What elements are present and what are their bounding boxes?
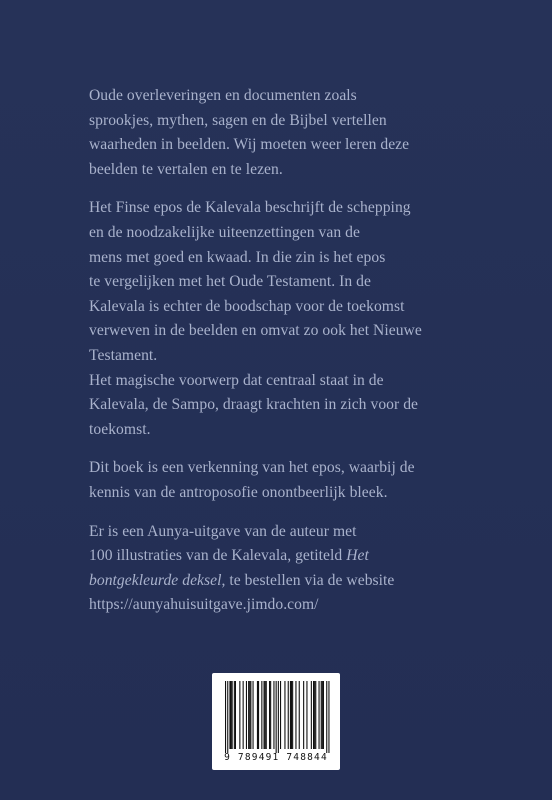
barcode-bar bbox=[280, 681, 281, 749]
barcode-bar bbox=[295, 681, 296, 749]
barcode-bar bbox=[273, 681, 274, 749]
barcode-bar bbox=[278, 681, 279, 753]
isbn-number: 9 789491 748844 bbox=[224, 752, 328, 763]
barcode-bar bbox=[290, 681, 291, 749]
paragraph-5-intro: Er is een Aunya-uitgave van de auteur met 100 illustraties van de Kalevala, getiteld bbox=[89, 522, 357, 565]
barcode-bar bbox=[246, 681, 247, 749]
barcode-bar bbox=[313, 681, 314, 749]
barcode-bar bbox=[315, 681, 316, 749]
barcode-bar bbox=[270, 681, 271, 749]
paragraph-5-outro: , te bestellen via de website https://aunyahuisuitgave.jimdo.com/ bbox=[89, 571, 395, 614]
barcode bbox=[212, 673, 340, 770]
barcode-bar bbox=[235, 681, 236, 749]
barcode-bar bbox=[292, 681, 293, 749]
barcode-bar bbox=[303, 681, 304, 749]
barcode-bars bbox=[212, 673, 340, 753]
paragraph-2: Het Finse epos de Kalevala beschrijft de schepping en de noodzakelijke uiteenzettingen van de mens met goed en kwaad. In die zin is het epos te vergelijken met het Oude Testament. In de Kalevala is echter de boodschap voor de toekomst verweven in de beelden en omvat zo ook het Nieuwe Testament. bbox=[89, 199, 422, 364]
barcode-bar bbox=[250, 681, 251, 749]
barcode-bar bbox=[258, 681, 259, 749]
barcode-bar bbox=[231, 681, 232, 749]
barcode-bar bbox=[234, 681, 235, 749]
barcode-bar bbox=[269, 681, 270, 749]
barcode-bar bbox=[321, 681, 322, 749]
barcode-bar bbox=[264, 681, 265, 749]
barcode-bar bbox=[322, 681, 323, 749]
barcode-bar bbox=[261, 681, 262, 749]
book-title-reference: Het bontgekleurde deksel bbox=[89, 547, 369, 589]
barcode-bar bbox=[243, 681, 244, 749]
barcode-bar bbox=[284, 681, 285, 749]
barcode-bar bbox=[232, 681, 233, 749]
barcode-bar bbox=[299, 681, 300, 749]
barcode-bar bbox=[249, 681, 250, 749]
barcode-bar bbox=[276, 681, 277, 753]
barcode-bar bbox=[288, 681, 289, 749]
barcode-bar bbox=[291, 681, 292, 749]
barcode-bar bbox=[239, 681, 240, 749]
barcode-bar bbox=[323, 681, 324, 749]
paragraph-5 bbox=[89, 520, 469, 618]
paragraph-4: Dit boek is een verkenning van het epos, waarbij de kennis van de antroposofie onontbeerlijk bleek. bbox=[89, 459, 415, 501]
paragraph-1: Oude overleveringen en documenten zoals sprookjes, mythen, sagen en de Bijbel vertellen waarheden in beelden. Wij moeten weer leren deze beelden te vertalen en te lezen. bbox=[89, 87, 410, 178]
barcode-bar bbox=[265, 681, 266, 749]
barcode-bar bbox=[227, 681, 228, 753]
barcode-bar bbox=[319, 681, 320, 749]
barcode-bar bbox=[306, 681, 307, 749]
blurb-text bbox=[89, 84, 469, 632]
barcode-bar bbox=[311, 681, 312, 749]
barcode-bar bbox=[326, 681, 327, 753]
barcode-bar bbox=[257, 681, 258, 749]
paragraph-3: Het magische voorwerp dat centraal staat in de Kalevala, de Sampo, draagt krachten in zich voor de toekomst. bbox=[89, 371, 419, 438]
barcode-bar bbox=[253, 681, 254, 749]
barcode-bar bbox=[266, 681, 267, 749]
barcode-bar bbox=[225, 681, 226, 753]
barcode-bar bbox=[229, 681, 230, 749]
barcode-bar bbox=[314, 681, 315, 749]
barcode-bar bbox=[248, 681, 249, 749]
barcode-bar bbox=[328, 681, 329, 753]
